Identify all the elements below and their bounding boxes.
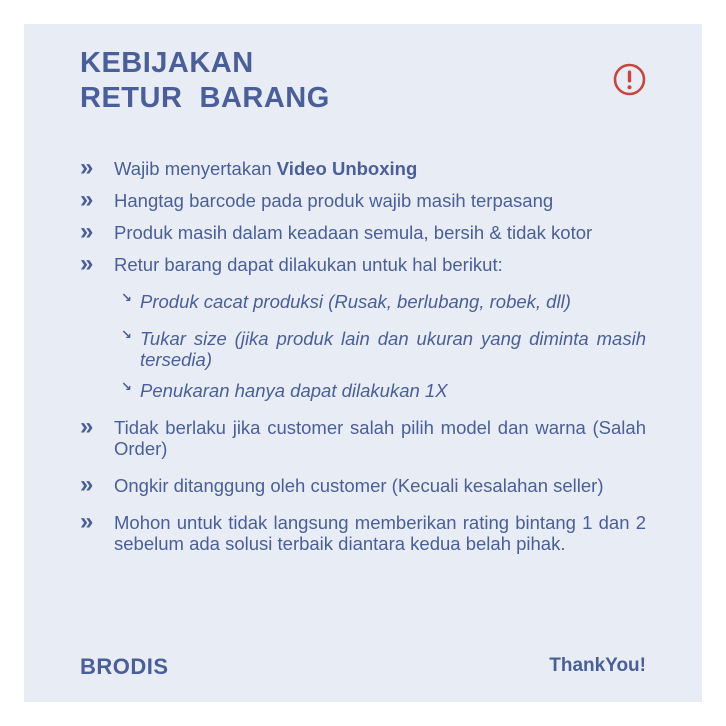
list-item <box>80 471 646 498</box>
sub-item-text: Produk cacat produksi (Rusak, berlubang, robek, dll) <box>140 291 571 312</box>
list-item <box>80 154 646 181</box>
double-chevron-icon: » <box>80 413 94 440</box>
arrow-down-right-icon: ↘ <box>121 290 132 305</box>
item-text: Tidak berlaku jika customer salah pilih model dan warna (Salah Order) <box>114 417 646 459</box>
title-line-2: RETUR BARANG <box>80 82 330 114</box>
double-chevron-icon: » <box>80 250 94 277</box>
sub-list <box>114 291 646 401</box>
sub-item-text: Penukaran hanya dapat dilakukan 1X <box>140 380 448 401</box>
sub-list-item <box>121 379 646 401</box>
item-text: Produk masih dalam keadaan semula, bersih & tidak kotor <box>114 222 593 243</box>
brand-logo: BRODIS <box>80 654 169 679</box>
list-item <box>80 413 646 459</box>
list-item <box>80 218 646 245</box>
page-title <box>80 46 330 116</box>
item-text: Mohon untuk tidak langsung memberikan rating bintang 1 dan 2 sebelum ada solusi terbaik diantara kedua belah pihak. <box>114 512 646 554</box>
policy-list <box>80 154 646 554</box>
double-chevron-icon: » <box>80 508 94 535</box>
item-text: Wajib menyertakan <box>114 158 277 179</box>
sub-item-text: Tukar size (jika produk lain dan ukuran yang diminta masih tersedia) <box>140 328 646 370</box>
sub-list-item <box>121 290 646 312</box>
item-text: Ongkir ditanggung oleh customer (Kecuali kesalahan seller) <box>114 475 604 496</box>
title-line-1: KEBIJAKAN <box>80 47 254 79</box>
double-chevron-icon: » <box>80 154 94 181</box>
policy-card <box>24 24 702 702</box>
list-item <box>80 186 646 213</box>
list-item <box>80 508 646 554</box>
item-text: Retur barang dapat dilakukan untuk hal berikut: <box>114 254 503 275</box>
item-text-bold: Video Unboxing <box>276 158 418 179</box>
arrow-down-right-icon: ↘ <box>121 379 132 394</box>
double-chevron-icon: » <box>80 186 94 213</box>
item-text: Hangtag barcode pada produk wajib masih terpasang <box>114 190 554 211</box>
double-chevron-icon: » <box>80 471 94 498</box>
sub-list-item <box>121 327 646 370</box>
thank-you-text: ThankYou! <box>549 655 646 676</box>
list-item <box>80 250 646 401</box>
exclamation-circle-icon <box>613 63 646 96</box>
arrow-down-right-icon: ↘ <box>121 327 132 342</box>
double-chevron-icon: » <box>80 218 94 245</box>
